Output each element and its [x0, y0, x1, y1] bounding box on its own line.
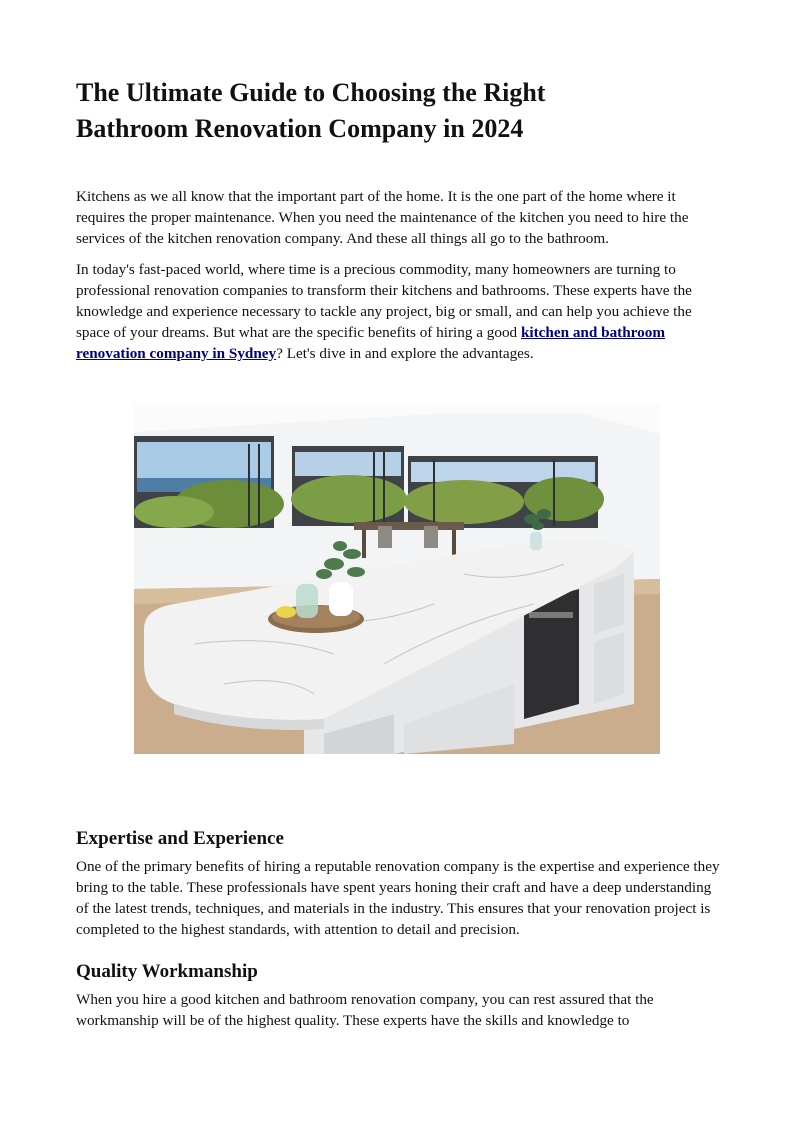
- section-heading-quality: Quality Workmanship: [76, 961, 258, 982]
- second-paragraph-text: In today's fast-paced world, where time is a precious commodity, many homeowners are turning to professional renovation companies to transform their kitchens and bathrooms. These experts have the knowledge and experience necessary to tackle any project, big or small, and can help you achieve the space of your dreams. But what are the specific benefits of hiring a good: [76, 261, 692, 341]
- renovation-company-link[interactable]: kitchen and bathroom renovation company in Sydney: [76, 324, 665, 362]
- second-paragraph: [76, 259, 721, 364]
- second-paragraph-end: ? Let's dive in and explore the advantages.: [276, 345, 534, 362]
- kitchen-photo: [134, 404, 660, 754]
- intro-paragraph: Kitchens as we all know that the important part of the home. It is the one part of the home where it requires the proper maintenance. When you need the maintenance of the kitchen you need to hire the services of the kitchen renovation company. And these all things all go to the bathroom.: [76, 188, 689, 247]
- article-title: The Ultimate Guide to Choosing the Right Bathroom Renovation Company in 2024: [76, 78, 546, 143]
- section-body-expertise: One of the primary benefits of hiring a reputable renovation company is the expertise and experience they bring to the table. These professionals have spent years honing their craft and have a deep understanding of the latest trends, techniques, and materials in the industry. This ensures that your renovation project is completed to the highest standards, with attention to detail and precision.: [76, 858, 720, 938]
- section-heading-expertise: Expertise and Experience: [76, 828, 284, 849]
- section-body-quality: When you hire a good kitchen and bathroom renovation company, you can rest assured that the workmanship will be of the highest quality. These experts have the skills and knowledge to: [76, 991, 654, 1029]
